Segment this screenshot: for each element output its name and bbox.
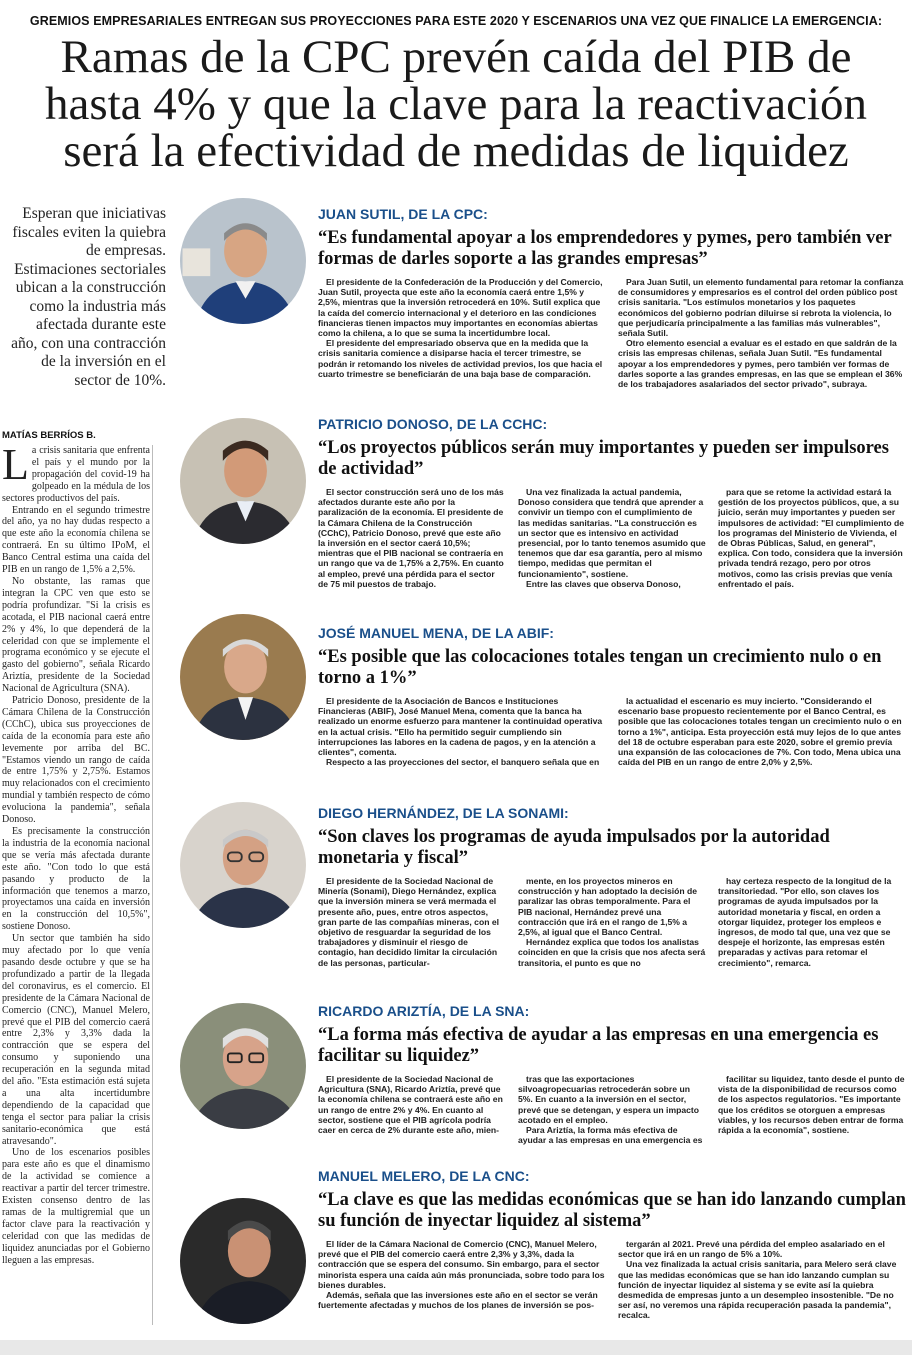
paragraph: Entre las claves que observa Donoso, bbox=[526, 578, 681, 589]
paragraph: El sector construcción será uno de los más afectados durante este año por la paralización de la economía. El presidente de la Cámara Chilena de la Construcción (CChC), Patricio Donoso, prevé que este año la inversión en el sector caerá 10,5%; mientras que el PIB nacional se contraería en un rango que va de 1,75% a 2,75%. En cuanto al empleo, prevé una pérdida para el sector de 75 mil puestos de trabajo. bbox=[318, 487, 504, 589]
section-juan-sutil bbox=[318, 206, 906, 389]
paragraph: la actualidad el escenario es muy incierto. "Considerando el escenario base propuesto recientemente por el Banco Central, es posible que las colocaciones totales tengan un crecimiento nulo o en torno a 1%", anticipa. Esta proyección está muy lejos de lo que antes del 18 de octubre esperaban para este 2020, sobre el gremio prevía una expansión de las colocaciones de 7%. Con todo, Mena ubica una caída del PIB en un rango de entre 2,0% y 2,5%. bbox=[618, 696, 902, 768]
paragraph: Hernández explica que todos los analistas coinciden en que la crisis que nos afecta será transitoria, el punto es que no bbox=[518, 937, 706, 968]
text-column bbox=[318, 277, 606, 389]
section-diego-hernandez bbox=[318, 805, 906, 968]
section-name: JOSÉ MANUEL MENA, DE LA ABIF: bbox=[318, 625, 554, 641]
section-manuel-melero bbox=[318, 1168, 906, 1321]
body-paragraph: Entrando en el segundo trimestre del año, ya no hay dudas respecto a que este año la economía chilena se contraerá. En su último IPoM, el Banco Central estima una caída del PIB en un rango de 1,5% a 2,5%. bbox=[2, 504, 150, 576]
paragraph: Además, señala que las inversiones este año en el sector se verán fuertemente afectadas y muchos de los planes de inversión se pos- bbox=[318, 1290, 598, 1311]
column-divider bbox=[152, 445, 153, 1325]
text-column bbox=[518, 876, 706, 968]
paragraph: tergarán al 2021. Prevé una pérdida del empleo asalariado en el sector que irá en un rango de 5% a 10%. bbox=[618, 1239, 885, 1260]
section-columns bbox=[318, 1239, 906, 1321]
section-name: PATRICIO DONOSO, DE LA CCHC: bbox=[318, 416, 548, 432]
section-name: DIEGO HERNÁNDEZ, DE LA SONAMI: bbox=[318, 805, 569, 821]
text-column bbox=[318, 696, 606, 767]
portrait-jose-manuel-mena bbox=[180, 614, 306, 740]
paragraph: El líder de la Cámara Nacional de Comercio (CNC), Manuel Melero, prevé que el PIB del comercio caerá entre 2,3% y 3,3%, dada la contracción que se espera del consumo. Sin embargo, para el sector minorista espera una caída aún más pronunciada, sobre todo para los bienes durables. bbox=[318, 1239, 605, 1290]
portrait-manuel-melero bbox=[180, 1198, 306, 1324]
text-column bbox=[618, 1239, 906, 1321]
lead-summary: Esperan que iniciativas fiscales eviten la quiebra de empresas. Estimaciones sectoriales ubican a la construcción como la industria más afectada durante este año, con una contracción de la inversión en el sector de 10%. bbox=[11, 205, 166, 389]
section-columns bbox=[318, 277, 906, 389]
section-name: MANUEL MELERO, DE LA CNC: bbox=[318, 1168, 530, 1184]
section-ricardo-ariztia bbox=[318, 1003, 906, 1145]
paragraph: Otro elemento esencial a evaluar es el estado en que saldrán de la crisis las empresas chilenas, señala Juan Sutil. "Es fundamental apoyar a los emprendedores y pymes, pero también ver formas de darles soporte a las grandes empresas, en las que se emplean el 36% de los trabajadores asalariados del sector privado", subraya. bbox=[618, 338, 903, 390]
paragraph: mente, en los proyectos mineros en construcción y han adoptado la decisión de paralizar las obras temporalmente. Para el PIB nacional, Hernández prevé una contracción que irá en el rango de 1,5% a 2,5%, al igual que el Banco Central. bbox=[518, 876, 698, 938]
portrait-diego-hernandez bbox=[180, 802, 306, 928]
section-name: RICARDO ARIZTÍA, DE LA SNA: bbox=[318, 1003, 530, 1019]
text-column bbox=[318, 876, 506, 968]
section-columns bbox=[318, 487, 906, 589]
portrait-juan-sutil bbox=[180, 198, 306, 324]
section-patricio-donoso bbox=[318, 416, 906, 589]
section-quote: “Los proyectos públicos serán muy importantes y pueden ser impulsores de actividad” bbox=[318, 438, 889, 479]
byline: MATÍAS BERRÍOS B. bbox=[2, 430, 96, 441]
text-column bbox=[518, 487, 706, 589]
text-column bbox=[318, 487, 506, 589]
text-column bbox=[718, 487, 906, 589]
paragraph: El presidente del empresariado observa que en la medida que la crisis sanitaria comience a disiparse hacia el tercer trimestre, se podrán ir retomando los niveles de actividad previos, los que hacia el cuarto trimestre se beneficiarán de una baja base de comparación. bbox=[318, 338, 603, 379]
main-article-body bbox=[2, 440, 150, 1267]
headline-line: hasta 4% y que la clave para la reactivación bbox=[44, 78, 868, 130]
section-jose-manuel-mena bbox=[318, 625, 906, 767]
paragraph: facilitar su liquidez, tanto desde el punto de vista de la disponibilidad de recursos como de los aspectos regulatorios. "Es importante que los créditos se otorguen a empresas viables, y los recursos deben entrar de forma rápida a la economía", sostiene. bbox=[718, 1074, 905, 1136]
paragraph: Una vez finalizada la actual pandemia, Donoso considera que tendrá que aprender a convivir un tiempo con el cumplimiento de las medidas sanitarias. "La construcción es un sector que es intensivo en actividad presencial, por lo tanto tenemos asumido que tenemos que dar esa garantía, pero al mismo tiempo, medidas que permitan el funcionamiento", sostiene. bbox=[518, 487, 706, 579]
body-paragraph: Uno de los escenarios posibles para este año es que el dinamismo de la actividad se comience a reactivar a partir del tercer trimestre. Existen consenso dentro de las ramas de la multigremial que un factor clave para la reactivación y celeridad con que las medidas de liquidez anunciadas por el Gobierno lleguen a las empresas. bbox=[2, 1147, 150, 1266]
section-quote: “Es posible que las colocaciones totales tengan un crecimiento nulo o en torno a 1%” bbox=[318, 647, 882, 688]
headline-line: Ramas de la CPC prevén caída del PIB de bbox=[60, 31, 852, 83]
text-column bbox=[318, 1239, 606, 1321]
text-column bbox=[518, 1074, 706, 1145]
paragraph: Respecto a las proyecciones del sector, el banquero señala que en bbox=[326, 757, 600, 768]
body-paragraph: No obstante, las ramas que integran la CPC ven que esto se podría profundizar. "Si la crisis es acotada, el PIB nacional caerá entre 2% y 4%, lo que dependerá de la celeridad con que se implemente el programa económico y se ejecute el gasto del gobierno", señala Ricardo Ariztía, presidente de la Sociedad Nacional de Agricultura (SNA). bbox=[2, 575, 150, 695]
text-column bbox=[718, 876, 906, 968]
page-footer-strip bbox=[0, 1340, 912, 1355]
paragraph: Para Ariztía, la forma más efectiva de ayudar a las empresas en una emergencia es bbox=[518, 1125, 703, 1146]
body-paragraph: Un sector que también ha sido muy afectado por lo que venía pasando desde octubre y que se ha profundizado a partir de la llegada del coronavirus, es el comercio. El presidente de la Cámara Nacional de Comercio (CNC), Manuel Melero, prevé que el PIB del comercio caerá entre 2,3% y 3,3% dada la contracción que se espera del consumo y suponiendo una recuperación en la segunda mitad del año. "Esta estimación está sujeta a una alta incertidumbre dependiendo de la capacidad que tenga el sector para paliar la crisis sanitario-económica que está atravesando". bbox=[2, 933, 150, 1147]
portrait-ricardo-ariztia bbox=[180, 1003, 306, 1129]
paragraph: El presidente de la Sociedad Nacional de Minería (Sonami), Diego Hernández, explica que la inversión minera se verá mermada el presente año, pues, entre otros aspectos, gran parte de las compañías mineras, con el objetivo de resguardar la seguridad de los trabajadores y disminuir el riesgo de contagio, han decidido limitar la circulación de las personas, particular- bbox=[318, 876, 500, 968]
paragraph: para que se retome la actividad estará la gestión de los proyectos públicos, que, a su juicio, serán muy importantes y pueden ser impulsores de actividad: "El cumplimiento de los programas del Ministerio de Vivienda, el de Obras Públicas, Salud, en general", explica. Con todo, considera que la inversión privada tendrá rezago, pero por otros motivos, como las crisis previas que venía enfrentado el país. bbox=[718, 487, 905, 589]
text-column bbox=[618, 277, 906, 389]
section-quote: “La clave es que las medidas económicas que se han ido lanzando cumplan su función de inyectar liquidez al sistema” bbox=[318, 1190, 906, 1231]
paragraph: El presidente de la Confederación de la Producción y del Comercio, Juan Sutil, proyecta que este año la economía caerá entre 1,5% y 2,5%, mientras que la inversión retrocederá en 10%. Sutil explica que la caída del comercio internacional y el deterioro en las condiciones financieras tienen impactos muy importantes en economías abiertas como la chilena, a lo que se suma la incertidumbre local. bbox=[318, 277, 603, 339]
text-column bbox=[718, 1074, 906, 1145]
section-columns bbox=[318, 696, 906, 767]
text-column bbox=[318, 1074, 506, 1145]
section-name: JUAN SUTIL, DE LA CPC: bbox=[318, 206, 488, 222]
body-paragraph: La crisis sanitaria que enfrenta el país y el mundo por la propagación del covid-19 ha golpeado en la médula de los sectores productivos del país. bbox=[2, 440, 150, 504]
paragraph: hay certeza respecto de la longitud de la transitoriedad. "Por ello, son claves los programas de ayuda impulsados por la autoridad monetaria y fiscal, en orden a otorgar liquidez, proteger los empleos e ingresos, de modo tal que, una vez que se despeje el horizonte, las empresas estén preparadas y activas para retomar el crecimiento", remarca. bbox=[718, 876, 892, 968]
section-columns bbox=[318, 1074, 906, 1145]
paragraph: El presidente de la Sociedad Nacional de Agricultura (SNA), Ricardo Ariztía, prevé que la economía chilena se contraerá este año en un rango de entre 2% y 4%. En cuanto al sector, sostiene que el PIB agrícola podría caer en cerca de 2% durante este año, mien- bbox=[318, 1074, 503, 1136]
headline-line: será la efectividad de medidas de liquidez bbox=[63, 125, 849, 177]
paragraph: Para Juan Sutil, un elemento fundamental para retomar la confianza de consumidores y empresarios es el control del orden público post crisis sanitaria. "Los estímulos monetarios y los paquetes económicos del gobierno podrían diluirse si rebrota la violencia, lo que perjudicaría principalmente a las familias más vulnerables", señala Sutil. bbox=[618, 277, 904, 339]
portrait-patricio-donoso bbox=[180, 418, 306, 544]
headline bbox=[10, 31, 902, 177]
kicker: GREMIOS EMPRESARIALES ENTREGAN SUS PROYECCIONES PARA ESTE 2020 Y ESCENARIOS UNA VEZ QUE FINALICE LA EMERGENCIA: bbox=[29, 14, 883, 28]
paragraph: El presidente de la Asociación de Bancos e Instituciones Financieras (ABIF), José Manuel Mena, comenta que la banca ha realizado un enorme esfuerzo para mantener la continuidad operativa en la actual crisis. "Ello ha permitido seguir cumpliendo sin interrupciones las labores en la cadena de pagos, y en la atención a clientes", comenta. bbox=[318, 696, 603, 758]
paragraph: Una vez finalizada la actual crisis sanitaria, para Melero será clave que las medidas económicas que se han ido lanzando cumplan su función de inyectar liquidez al sistema y se evite así la quiebra desmedida de empresas junto a un desempleo insostenible. "De no ser así, no veremos una rápida recuperación pasada la pandemia", recalca. bbox=[618, 1259, 897, 1321]
section-quote: “Es fundamental apoyar a los emprendedores y pymes, pero también ver formas de darles soporte a las grandes empresas” bbox=[318, 228, 892, 269]
section-columns bbox=[318, 876, 906, 968]
paragraph: tras que las exportaciones silvoagropecuarias retrocederán sobre un 5%. En cuanto a la inversión en el sector, prevé que se detengan, y espera un impacto acotado en el empleo. bbox=[518, 1074, 700, 1125]
body-paragraph: Es precisamente la construcción la industria de la economía nacional que se vería más afectada durante este año. "Con todo lo que está pasando y producto de la información que tenemos a marzo, proyectamos una caída en inversión en la construcción del 10,5%", sostiene Donoso. bbox=[2, 826, 150, 933]
section-quote: “La forma más efectiva de ayudar a las empresas en una emergencia es facilitar su liquidez” bbox=[318, 1025, 879, 1066]
body-paragraph: Patricio Donoso, presidente de la Cámara Chilena de la Construcción (CChC), ubica sus proyecciones de caída de la economía para este año levemente por arriba del BC. "Estamos viendo un rango de caída de entre 1,75% y 2,75%. Estamos muy relacionados con el crecimiento mundial y también respecto de cómo evoluciona la pandemia", señala Donoso. bbox=[2, 695, 150, 826]
section-quote: “Son claves los programas de ayuda impulsados por la autoridad monetaria y fiscal” bbox=[318, 827, 830, 868]
text-column bbox=[618, 696, 906, 767]
